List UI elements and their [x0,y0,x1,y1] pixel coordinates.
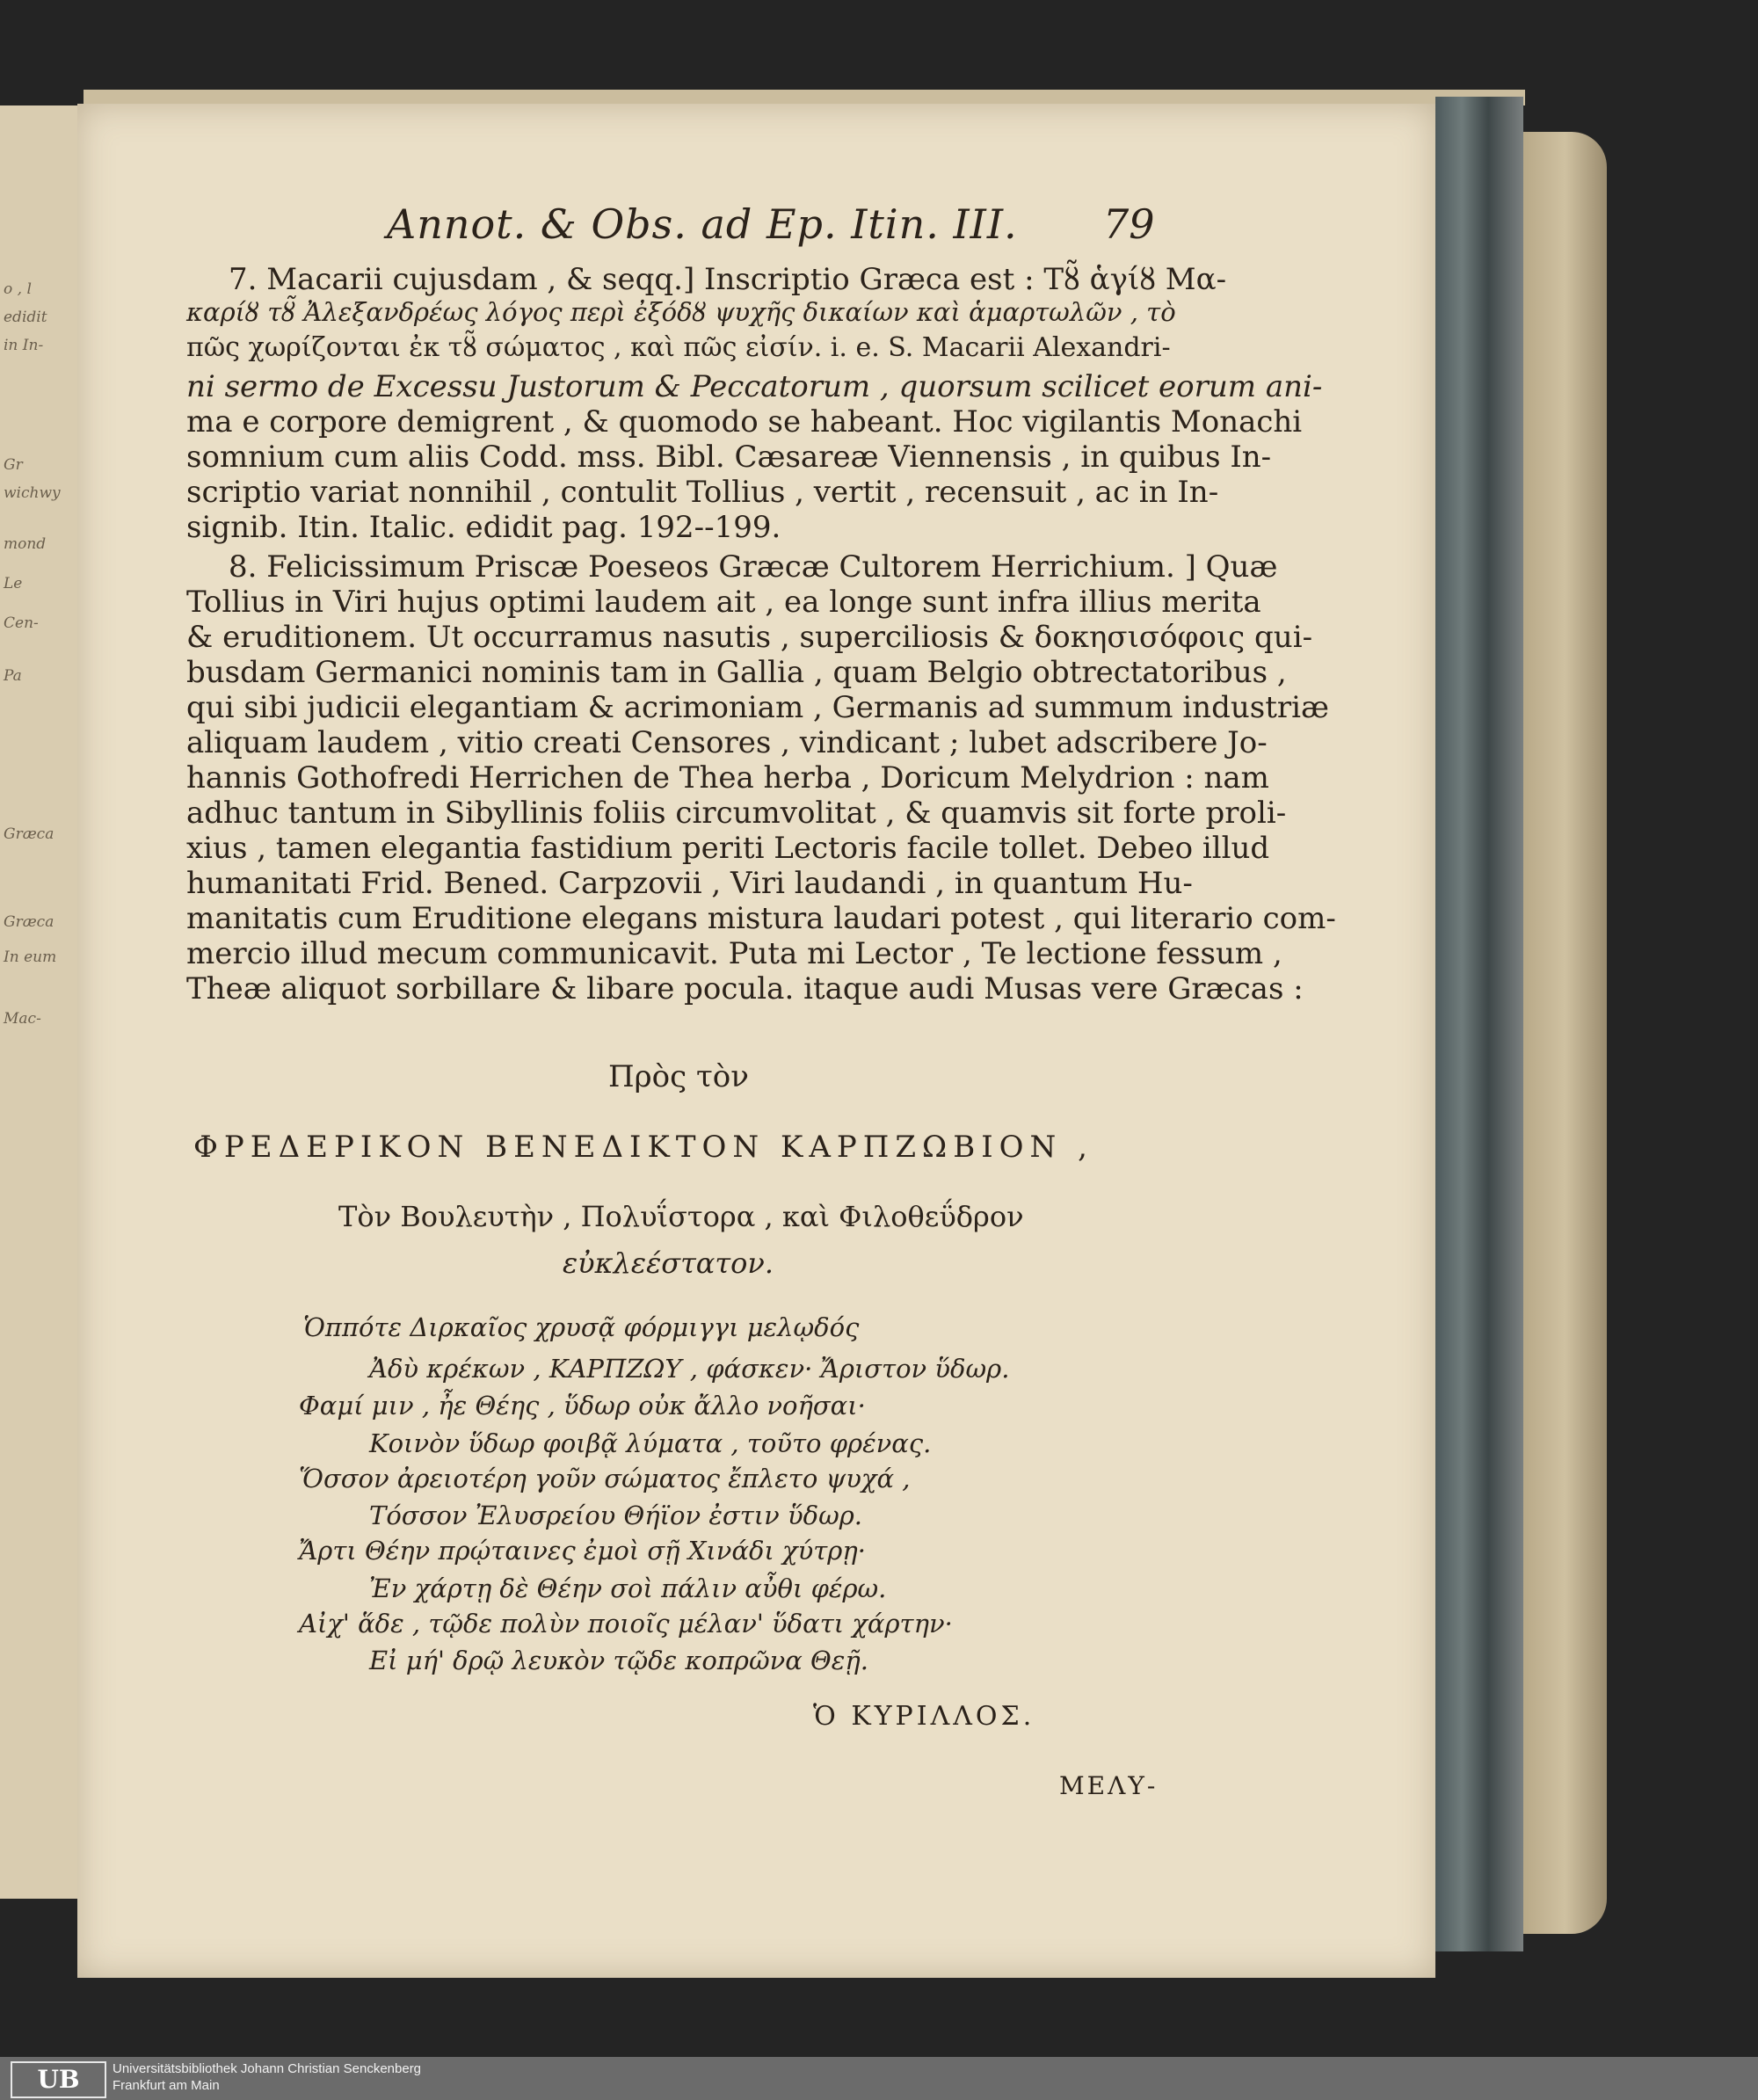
catchword: ΜΕΛΥ- [1059,1771,1159,1800]
left-fragment: Pa [4,667,22,685]
left-fragment: Græca [4,825,54,843]
text-line: καρίȣ τȣ̃ Ἀλεξανδρέως λόγος περὶ ἐξόδȣ ψυχῆς δικαίων καὶ ἁμαρτωλῶν , τὸ [186,297,1176,327]
left-fragment: Græca [4,913,54,931]
ub-logo: UB [11,2061,106,2098]
left-fragment: Le [4,575,23,592]
book-cover-edge [1523,132,1607,1934]
left-fragment: o , l [4,280,32,298]
poem-line: Φαμί μιν , ἦε Θέης , ὕδωρ οὐκ ἄλλο νοῆσαι· [299,1391,866,1421]
text-line: hannis Gothofredi Herrichen de Thea herba , Doricum Melydrion : nam [186,760,1269,796]
poem-line: Ἄρτι Θέην πρῴταινες ἐμοὶ σῇ Χινάδι χύτρῃ· [299,1536,866,1566]
text-line: scriptio variat nonnihil , contulit Tollius , vertit , recensuit , ac in In- [186,475,1219,510]
poem-line: Τόσσον Ἐλυσρείου Θήϊον ἐστιν ὕδωρ. [369,1501,862,1530]
text-line: ni sermo de Excessu Justorum & Peccatorum , quorsum scilicet eorum ani- [186,369,1323,404]
left-fragment: In eum [4,948,57,966]
text-line: aliquam laudem , vitio creati Censores , vindicant ; lubet adscribere Jo- [186,725,1268,760]
poem-line: Ὁππότε Διρκαῖος χρυσᾷ φόρμιγγι μελῳδός [303,1312,860,1342]
text-line: Tollius in Viri hujus optimi laudem ait , ea longe sunt infra illius merita [186,585,1261,620]
text-line: 8. Felicissimum Priscæ Poeseos Græcæ Cultorem Herrichium. ] Quæ [229,549,1278,585]
footer-city: Frankfurt am Main [113,2078,220,2093]
left-fragment: in In- [4,337,44,354]
text-line: & eruditionem. Ut occurramus nasutis , superciliosis & δοκησισόφοις qui- [186,620,1313,655]
left-fragment: Gr [4,456,23,474]
text-line: signib. Itin. Italic. edidit pag. 192--199. [186,510,781,545]
left-page-edge [0,105,83,1899]
text-line: ma e corpore demigrent , & quomodo se habeant. Hoc vigilantis Monachi [186,404,1303,440]
footer-institution: Universitätsbibliothek Johann Christian Senckenberg [113,2061,422,2076]
text-line: Theæ aliquot sorbillare & libare pocula. itaque audi Musas vere Græcas : [186,971,1304,1006]
left-fragment: Mac- [4,1010,41,1028]
signature: Ὁ ΚΥΡΙΛΛΟΣ. [813,1701,1035,1732]
poem-line: Αἰχ' ἅδε , τῷδε πολὺν ποιοῖς μέλαν' ὕδατι χάρτην· [299,1609,953,1639]
greek-heading: Τὸν Βουλευτὴν , Πολυΐστορα , καὶ Φιλοθεΰδρον [338,1200,1024,1233]
greek-heading: ΦΡΕΔΕΡΙΚΟΝ ΒΕΝΕΔΙΚΤΟΝ ΚΑΡΠΖΩΒΙΟΝ , [193,1130,1093,1165]
greek-heading: Πρὸς τὸν [608,1059,749,1094]
text-line: somnium cum aliis Codd. mss. Bibl. Cæsareæ Viennensis , in quibus In- [186,440,1272,475]
text-line: humanitati Frid. Bened. Carpzovii , Viri laudandi , in quantum Hu- [186,866,1193,901]
text-line: manitatis cum Eruditione elegans mistura laudari potest , qui literario com- [186,901,1336,936]
book-edge [1435,97,1523,1951]
poem-line: Ἐν χάρτῃ δὲ Θέην σοὶ πάλιν αὖθι φέρω. [369,1573,887,1603]
poem-line: Εἰ μή' δρῷ λευκὸν τῷδε κοπρῶνα Θεῇ. [369,1646,868,1675]
text-line: adhuc tantum in Sibyllinis foliis circumvolitat , & quamvis sit forte proli- [186,796,1287,831]
left-fragment: Cen- [4,614,39,632]
greek-heading: εὐκλεέστατον. [563,1246,774,1280]
left-fragment: mond [4,535,47,553]
text-line: xius , tamen elegantia fastidium periti Lectoris facile tollet. Debeo illud [186,831,1270,866]
left-fragment: edidit [4,309,47,326]
poem-line: Κοινὸν ὕδωρ φοιβᾷ λύματα , τοῦτο φρένας. [369,1428,932,1458]
poem-line: Ὅσσον ἀρειοτέρη γοῦν σώματος ἔπλετο ψυχά , [299,1464,911,1493]
left-fragment: wichwy [4,484,61,502]
poem-line: Ἀδὺ κρέκων , ΚΑΡΠΖΩΥ , φάσκεν· Ἄριστον ὕδωρ. [369,1354,1010,1384]
text-line: πῶς χωρίζονται ἐκ τȣ̃ σώματος , καὶ πῶς εἰσίν. i. e. S. Macarii Alexandri- [186,332,1171,363]
text-line: busdam Germanici nominis tam in Gallia , quam Belgio obtrectatoribus , [186,655,1287,690]
text-line: qui sibi judicii elegantiam & acrimoniam , Germanis ad summum industriæ [186,690,1329,725]
text-line: mercio illud mecum communicavit. Puta mi Lector , Te lectione fessum , [186,936,1282,971]
running-header: Annot. & Obs. ad Ep. Itin. III. [387,200,1018,248]
text-line: 7. Macarii cujusdam , & seqq.] Inscriptio Græca est : Τȣ̃ ἁγίȣ Μα- [229,262,1227,297]
page-number: 79 [1103,200,1155,248]
